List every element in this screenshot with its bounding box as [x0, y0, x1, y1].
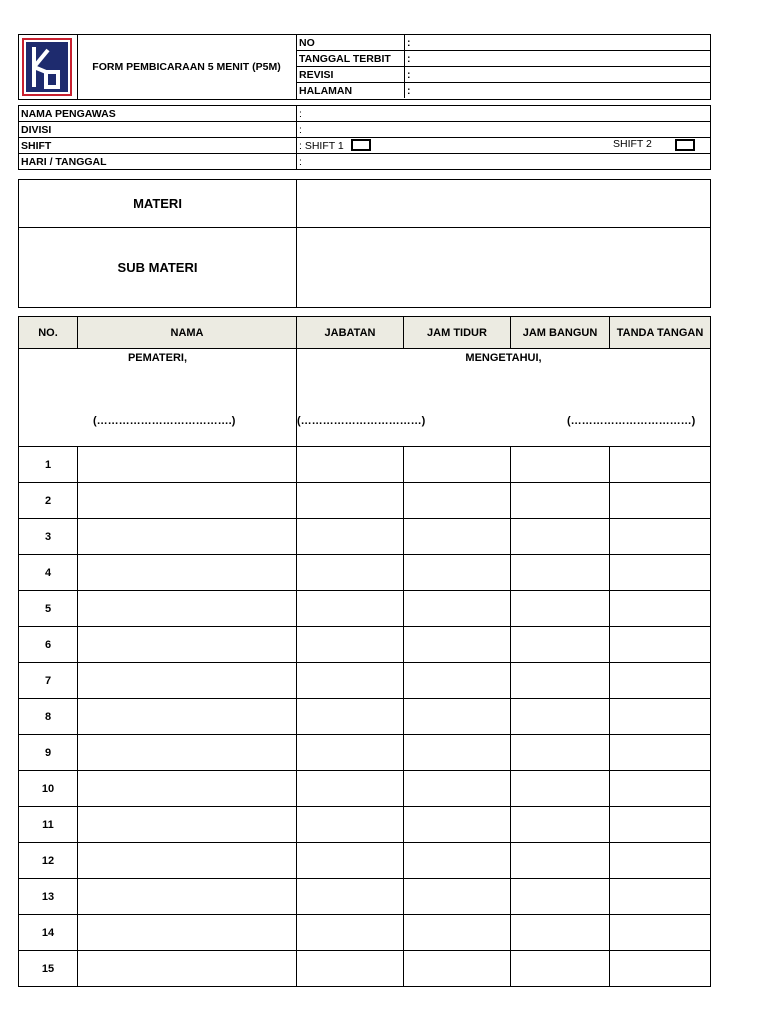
mengetahui-signature-line-2: (……………………………) [567, 415, 696, 427]
hari-tanggal-label: HARI / TANGGAL [19, 154, 297, 170]
tanda-tangan-cell[interactable] [610, 663, 711, 699]
nama-pengawas-label: NAMA PENGAWAS [19, 106, 297, 122]
nama-cell[interactable] [78, 483, 297, 519]
jam-tidur-cell[interactable] [404, 627, 511, 663]
table-row [19, 807, 711, 843]
tanda-tangan-cell[interactable] [610, 807, 711, 843]
row-number: 2 [19, 483, 78, 519]
table-row [19, 951, 711, 987]
doc-no-value[interactable]: : [405, 35, 711, 51]
jabatan-cell[interactable] [297, 627, 404, 663]
jam-bangun-cell[interactable] [511, 663, 610, 699]
jam-tidur-cell[interactable] [404, 699, 511, 735]
sub-materi-label: SUB MATERI [19, 228, 297, 308]
tanda-tangan-cell[interactable] [610, 699, 711, 735]
table-row [19, 771, 711, 807]
mengetahui-signature-line-1: (……………………………) [297, 415, 426, 427]
pemateri-signature-line: (……………………………….) [93, 415, 236, 427]
sub-materi-field[interactable] [297, 228, 711, 308]
table-row [19, 519, 711, 555]
jam-tidur-cell[interactable] [404, 771, 511, 807]
row-number: 4 [19, 555, 78, 591]
nama-cell[interactable] [78, 519, 297, 555]
row-number: 13 [19, 879, 78, 915]
nama-cell[interactable] [78, 591, 297, 627]
doc-no-label: NO [297, 35, 405, 51]
jam-bangun-cell[interactable] [511, 627, 610, 663]
nama-cell[interactable] [78, 915, 297, 951]
tanda-tangan-cell[interactable] [610, 483, 711, 519]
tanda-tangan-cell[interactable] [610, 915, 711, 951]
table-row [19, 699, 711, 735]
jam-tidur-cell[interactable] [404, 951, 511, 987]
jabatan-cell[interactable] [297, 591, 404, 627]
row-number: 15 [19, 951, 78, 987]
jam-bangun-cell[interactable] [511, 555, 610, 591]
jabatan-cell[interactable] [297, 555, 404, 591]
nama-cell[interactable] [78, 771, 297, 807]
tanda-tangan-cell[interactable] [610, 951, 711, 987]
jabatan-cell[interactable] [297, 447, 404, 483]
jam-bangun-cell[interactable] [511, 915, 610, 951]
shift1-label: : SHIFT 1 [299, 139, 344, 152]
jam-bangun-cell[interactable] [511, 735, 610, 771]
table-row [19, 483, 711, 519]
doc-halaman-value[interactable]: : [405, 83, 711, 99]
col-header-jam-bangun: JAM BANGUN [511, 317, 610, 349]
pemateri-signature-box[interactable] [19, 349, 297, 447]
materi-field[interactable] [297, 180, 711, 228]
hari-tanggal-field[interactable]: : [297, 154, 711, 170]
materi-label: MATERI [19, 180, 297, 228]
table-row [19, 915, 711, 951]
doc-halaman-label: HALAMAN [297, 83, 405, 99]
shift2-checkbox[interactable] [675, 139, 695, 151]
form-header [18, 34, 711, 100]
jam-bangun-cell[interactable] [511, 843, 610, 879]
jabatan-cell[interactable] [297, 879, 404, 915]
row-number: 7 [19, 663, 78, 699]
nama-pengawas-field[interactable]: : [297, 106, 711, 122]
nama-cell[interactable] [78, 843, 297, 879]
tanda-tangan-cell[interactable] [610, 555, 711, 591]
jabatan-cell[interactable] [297, 807, 404, 843]
divisi-field[interactable]: : [297, 122, 711, 138]
col-header-jam-tidur: JAM TIDUR [404, 317, 511, 349]
nama-cell[interactable] [78, 447, 297, 483]
table-row [19, 843, 711, 879]
row-number: 1 [19, 447, 78, 483]
shift-label: SHIFT [19, 138, 297, 154]
jam-bangun-cell[interactable] [511, 699, 610, 735]
jabatan-cell[interactable] [297, 843, 404, 879]
table-row [19, 447, 711, 483]
tanda-tangan-cell[interactable] [610, 447, 711, 483]
row-number: 5 [19, 591, 78, 627]
jabatan-cell[interactable] [297, 951, 404, 987]
nama-cell[interactable] [78, 699, 297, 735]
tanda-tangan-cell[interactable] [610, 735, 711, 771]
jam-bangun-cell[interactable] [511, 771, 610, 807]
mengetahui-signature-box[interactable] [297, 349, 711, 447]
table-row [19, 663, 711, 699]
jam-tidur-cell[interactable] [404, 519, 511, 555]
tanda-tangan-cell[interactable] [610, 519, 711, 555]
jam-bangun-cell[interactable] [511, 591, 610, 627]
jam-tidur-cell[interactable] [404, 843, 511, 879]
jam-bangun-cell[interactable] [511, 951, 610, 987]
divisi-label: DIVISI [19, 122, 297, 138]
pemateri-label: PEMATERI, [127, 352, 188, 364]
col-header-no: NO. [19, 317, 78, 349]
tanda-tangan-cell[interactable] [610, 879, 711, 915]
jabatan-cell[interactable] [297, 519, 404, 555]
tanda-tangan-cell[interactable] [610, 591, 711, 627]
table-row [19, 591, 711, 627]
row-number: 14 [19, 915, 78, 951]
jam-bangun-cell[interactable] [511, 447, 610, 483]
table-row [19, 627, 711, 663]
jam-tidur-cell[interactable] [404, 447, 511, 483]
table-row [19, 555, 711, 591]
attendance-rows [19, 447, 711, 987]
jabatan-cell[interactable] [297, 483, 404, 519]
jabatan-cell[interactable] [297, 699, 404, 735]
tanda-tangan-cell[interactable] [610, 843, 711, 879]
jam-tidur-cell[interactable] [404, 483, 511, 519]
jabatan-cell[interactable] [297, 915, 404, 951]
attendance-table [18, 316, 711, 987]
shift1-checkbox[interactable] [351, 139, 371, 151]
table-header-row [19, 317, 711, 349]
nama-cell[interactable] [78, 627, 297, 663]
document-info-table [296, 35, 710, 98]
jam-tidur-cell[interactable] [404, 555, 511, 591]
col-header-jabatan: JABATAN [297, 317, 404, 349]
row-number: 3 [19, 519, 78, 555]
nama-cell[interactable] [78, 879, 297, 915]
nama-cell[interactable] [78, 663, 297, 699]
company-logo [22, 38, 72, 96]
jam-tidur-cell[interactable] [404, 591, 511, 627]
doc-tanggal-label: TANGGAL TERBIT [297, 51, 405, 67]
jam-tidur-cell[interactable] [404, 735, 511, 771]
table-row [19, 879, 711, 915]
jam-bangun-cell[interactable] [511, 483, 610, 519]
col-header-nama: NAMA [78, 317, 297, 349]
jam-tidur-cell[interactable] [404, 915, 511, 951]
jabatan-cell[interactable] [297, 735, 404, 771]
materi-table [18, 179, 711, 308]
info-table [18, 105, 711, 170]
jam-tidur-cell[interactable] [404, 807, 511, 843]
nama-cell[interactable] [78, 807, 297, 843]
row-number: 11 [19, 807, 78, 843]
row-number: 10 [19, 771, 78, 807]
nama-cell[interactable] [78, 555, 297, 591]
doc-tanggal-value[interactable]: : [405, 51, 711, 67]
jam-tidur-cell[interactable] [404, 879, 511, 915]
col-header-tanda-tangan: TANDA TANGAN [610, 317, 711, 349]
form-title: FORM PEMBICARAAN 5 MENIT (P5M) [77, 35, 297, 99]
mengetahui-label: MENGETAHUI, [465, 352, 542, 364]
logo-cell [19, 35, 78, 99]
row-number: 12 [19, 843, 78, 879]
nama-cell[interactable] [78, 735, 297, 771]
shift2-label: SHIFT 2 [613, 138, 652, 150]
jam-bangun-cell[interactable] [511, 519, 610, 555]
doc-revisi-value[interactable]: : [405, 67, 711, 83]
shift-field [297, 138, 711, 154]
jam-tidur-cell[interactable] [404, 663, 511, 699]
row-number: 9 [19, 735, 78, 771]
jabatan-cell[interactable] [297, 771, 404, 807]
jabatan-cell[interactable] [297, 663, 404, 699]
nama-cell[interactable] [78, 951, 297, 987]
row-number: 6 [19, 627, 78, 663]
table-row [19, 735, 711, 771]
row-number: 8 [19, 699, 78, 735]
doc-revisi-label: REVISI [297, 67, 405, 83]
tanda-tangan-cell[interactable] [610, 771, 711, 807]
tanda-tangan-cell[interactable] [610, 627, 711, 663]
jam-bangun-cell[interactable] [511, 879, 610, 915]
jam-bangun-cell[interactable] [511, 807, 610, 843]
